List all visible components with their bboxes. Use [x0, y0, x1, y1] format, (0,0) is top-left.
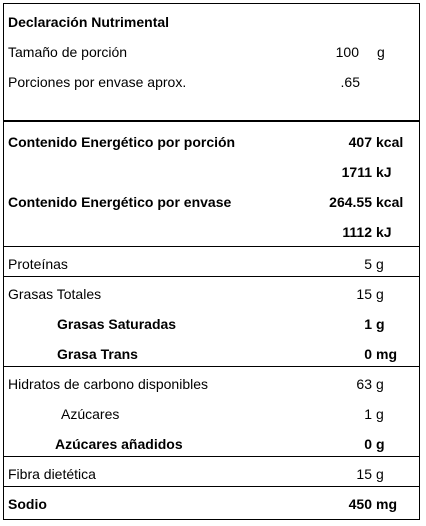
section-divider: [4, 366, 419, 367]
trans-fat-label: Grasa Trans: [57, 346, 138, 362]
energy-per-package-kcal-value: 264.55: [329, 194, 372, 210]
sugars-row: [4, 399, 419, 429]
table-title: Declaración Nutrimental: [8, 14, 170, 30]
sugars-unit: g: [376, 406, 384, 422]
servings-per-package-label: Porciones por envase aprox.: [8, 74, 187, 90]
nutrition-facts-table: [3, 3, 420, 520]
serving-size-unit: g: [377, 44, 385, 60]
section-divider: [4, 276, 419, 277]
energy-per-package-kj-value: 1112: [342, 224, 372, 240]
energy-per-serving-label: Contenido Energético por porción: [8, 134, 236, 150]
added-sugars-value: 0: [364, 436, 372, 452]
energy-per-package-kj-unit: kJ: [376, 224, 392, 240]
fiber-unit: g: [376, 466, 384, 482]
carbs-label: Hidratos de carbono disponibles: [8, 376, 209, 392]
energy-per-package-kcal-unit: kcal: [376, 194, 404, 210]
protein-row: [4, 249, 419, 279]
saturated-fat-row: [4, 309, 419, 339]
protein-value: 5: [364, 256, 372, 272]
trans-fat-unit: mg: [376, 346, 397, 362]
section-divider: [4, 246, 419, 247]
fiber-value: 15: [356, 466, 372, 482]
servings-per-package-value: .65: [340, 74, 360, 90]
sodium-row: [4, 489, 419, 519]
added-sugars-label: Azúcares añadidos: [55, 436, 183, 452]
carbs-row: [4, 369, 419, 399]
sodium-value: 450: [348, 496, 372, 512]
sugars-value: 1: [364, 406, 372, 422]
energy-per-serving-kcal-unit: kcal: [376, 134, 404, 150]
title-row: [4, 7, 419, 37]
energy-per-package-label: Contenido Energético por envase: [8, 194, 232, 210]
serving-size-value: 100: [335, 44, 359, 60]
energy-per-serving-kj-value: 1711: [341, 164, 372, 180]
fiber-row: [4, 459, 419, 489]
saturated-fat-value: 1: [364, 316, 372, 332]
total-fat-unit: g: [376, 286, 384, 302]
energy-per-serving-kcal-value: 407: [348, 134, 372, 150]
protein-label: Proteínas: [8, 256, 68, 272]
carbs-value: 63: [356, 376, 372, 392]
energy-per-serving-kj-unit: kJ: [376, 164, 392, 180]
carbs-unit: g: [376, 376, 384, 392]
added-sugars-row: [4, 429, 419, 459]
section-divider: [4, 456, 419, 457]
total-fat-label: Grasas Totales: [8, 286, 102, 302]
sugars-label: Azúcares: [61, 406, 120, 422]
added-sugars-unit: g: [376, 436, 385, 452]
sodium-label: Sodio: [8, 496, 47, 512]
serving-size-row: [4, 37, 419, 67]
protein-unit: g: [376, 256, 384, 272]
fiber-label: Fibra dietética: [8, 466, 96, 482]
serving-size-label: Tamaño de porción: [8, 44, 128, 60]
total-fat-value: 15: [356, 286, 372, 302]
saturated-fat-label: Grasas Saturadas: [57, 316, 177, 332]
energy-per-serving-kcal-row: [4, 127, 419, 157]
section-divider: [4, 120, 419, 122]
energy-per-package-kj-row: [4, 217, 419, 247]
servings-per-package-row: [4, 67, 419, 97]
total-fat-row: [4, 279, 419, 309]
trans-fat-row: [4, 339, 419, 369]
sodium-unit: mg: [376, 496, 397, 512]
energy-per-package-kcal-row: [4, 187, 419, 217]
energy-per-serving-kj-row: [4, 157, 419, 187]
section-divider: [4, 486, 419, 487]
saturated-fat-unit: g: [376, 316, 385, 332]
trans-fat-value: 0: [364, 346, 372, 362]
